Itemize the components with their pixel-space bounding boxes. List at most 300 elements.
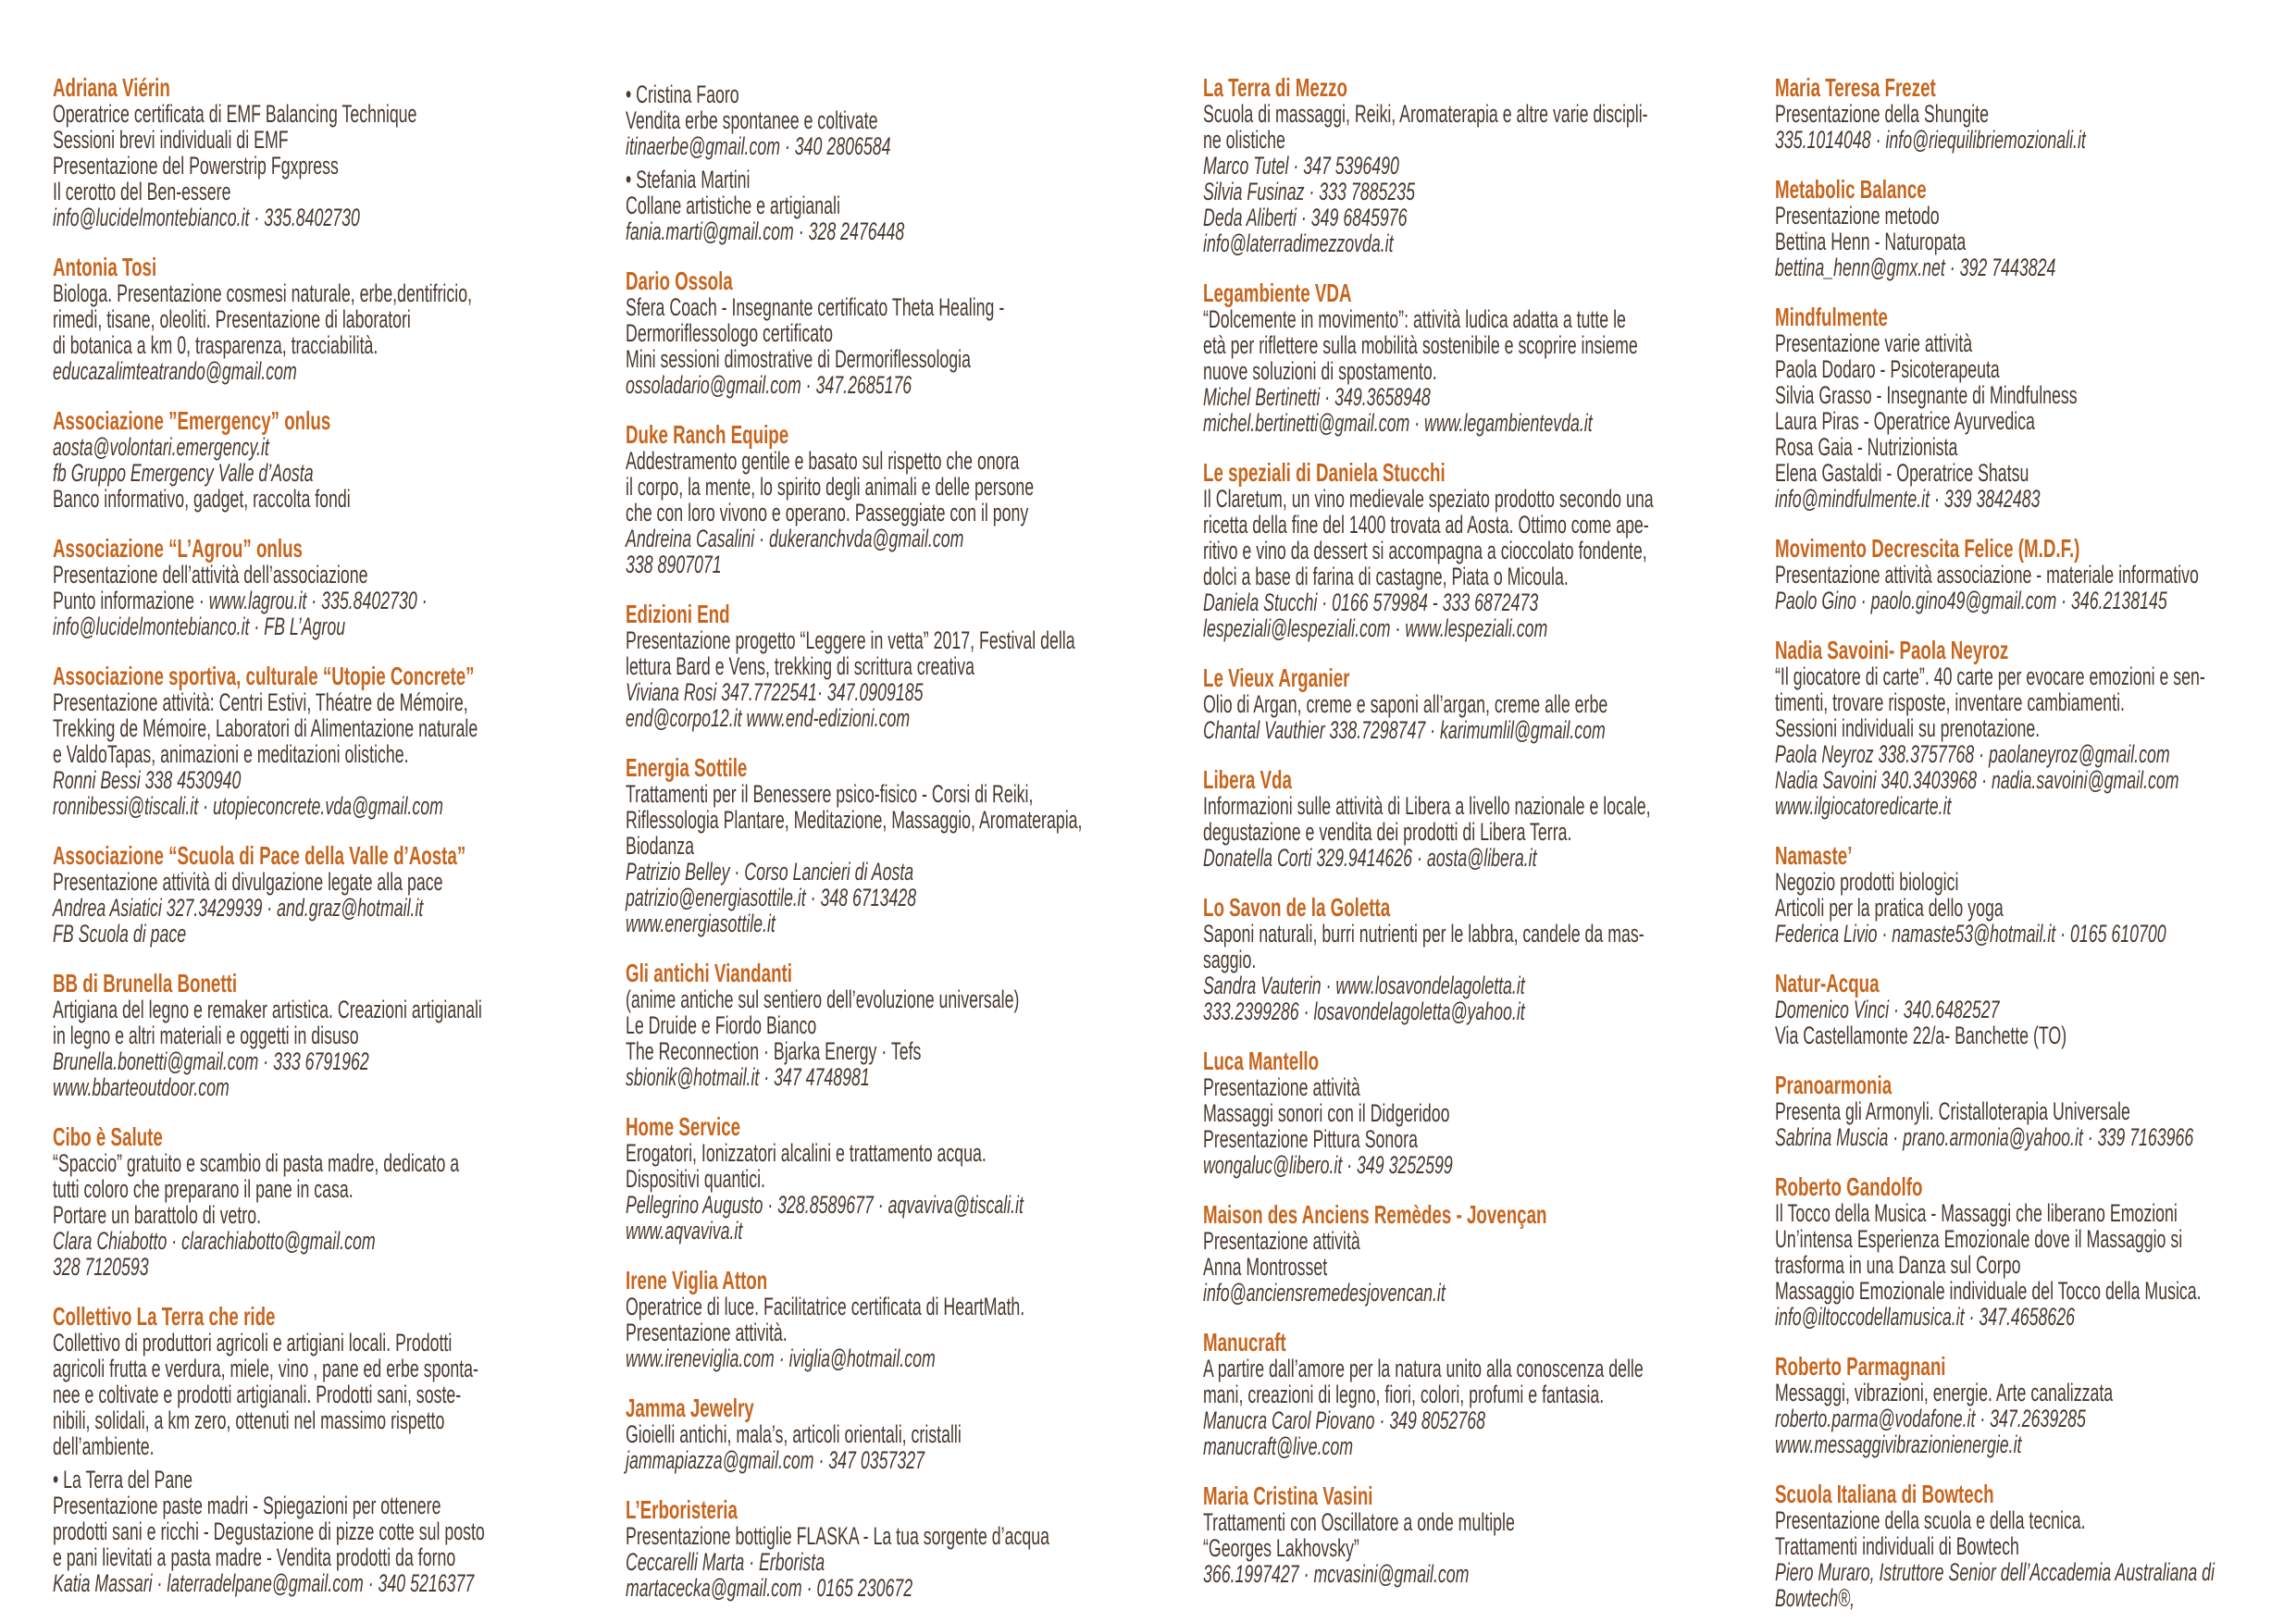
contact-text: Marco Tutel · 347 5396490 [1203,152,1399,180]
directory-entry [1203,459,1727,641]
entry-title: Dario Ossola [626,266,733,295]
description-text: rimedi, tisane, oleoliti. Presentazione di laboratori [53,305,411,333]
entry-title: Metabolic Balance [1775,175,1927,204]
entry-line [53,434,577,460]
entry-line [1775,895,2296,921]
description-text: Anna Montrosset [1203,1253,1328,1281]
entry-line [53,1022,577,1048]
contact-text: Bowtech®, [1775,1584,1855,1612]
entry-line [626,1421,1149,1447]
entry-line [1775,486,2296,512]
description-text: mani, creazioni di legno, fiori, colori, profumi e fantasia. [1203,1381,1605,1408]
entry-line [1203,512,1727,538]
description-text: nibili, solidali, a km zero, ottenuti nel massimo rispetto [53,1406,445,1434]
description-text: Presentazione attività associazione - materiale informativo [1775,561,2199,588]
contact-text: www.bbarteoutdoor.com [53,1073,230,1101]
description-text: Biodanza [626,832,695,860]
description-text: A partire dall’amore per la natura unito alla conoscenza delle [1203,1355,1644,1382]
entry-line [1203,1407,1727,1433]
entry-line [626,133,1149,159]
entry-title: Home Service [626,1112,741,1141]
entry-line [626,294,1149,320]
description-text: Massaggio Emozionale individuale del Tocco della Musica. [1775,1277,2202,1305]
description-text: Collane artistiche e artigianali [626,192,840,219]
entry-line [1203,179,1727,204]
description-text: dolci a base di farina di castagne, Piata o Micoula. [1203,563,1569,590]
contact-text: 366.1997427 · mcvasini@gmail.com [1203,1560,1470,1588]
description-text: Negozio prodotti biologici [1775,868,1959,896]
entry-line [53,280,577,306]
description-text: Olio di Argan, creme e saponi all’argan, creme alle erbe [1203,690,1608,718]
entry-line [626,346,1149,372]
entry-line [53,1493,577,1518]
description-text: in legno e altri materiali e oggetti in disuso [53,1022,359,1049]
entry-line [626,551,1149,577]
directory-entry [1775,1481,2296,1611]
description-text: Collettivo di produttori agricoli e artigiani locali. Prodotti [53,1329,453,1357]
entry-line [626,1012,1149,1038]
entry-line [1203,410,1727,436]
description-text: Articoli per la pratica dello yoga [1775,894,2004,922]
description-text: trasforma in una Danza sul Corpo [1775,1251,2021,1279]
entry-line [626,627,1149,653]
contact-text: 338 8907071 [626,551,722,578]
entry-line [626,107,1149,133]
entry-line [53,1074,577,1100]
directory-entry [1775,176,2296,280]
entry-line [1775,767,2296,793]
directory-entry [53,663,577,819]
contact-text: info@mindfulmente.it · 339 3842483 [1775,485,2041,513]
contact-text: www.aqvaviva.it [626,1217,743,1245]
entry-title: Manucraft [1203,1328,1286,1357]
description-text: tutti coloro che preparano il pane in casa. [53,1175,354,1203]
entry-line [626,911,1149,936]
description-text: “Dolcemente in movimento”: attività ludica adatta a tutte le [1203,305,1626,333]
description-text: The Reconnection · Bjarka Energy · Tefs [626,1037,922,1065]
contact-text: manucraft@live.com [1203,1432,1354,1460]
description-text: Il Tocco della Musica - Massaggi che liberano Emozioni [1775,1199,2178,1227]
entry-line [626,859,1149,885]
entry-title: BB di Brunella Bonetti [53,969,238,997]
contact-text: Manucra Carol Piovano · 349 8052768 [1203,1406,1485,1434]
entry-line [53,306,577,332]
directory-entry [53,254,577,384]
contact-text: Piero Muraro, Istruttore Senior dell’Accademia Australiana di [1775,1558,2215,1586]
entry-line [1775,330,2296,356]
entry-line [626,526,1149,551]
sub-item-name: • La Terra del Pane [53,1466,192,1493]
entry-line [1203,819,1727,845]
contact-text: educazalimteatrando@gmail.com [53,357,297,385]
entry-line [626,1319,1149,1345]
entry-line [53,1570,577,1596]
sub-item-name: • Stefania Martini [626,166,751,193]
description-text: ne olistiche [1203,126,1285,154]
entry-line [1775,869,2296,895]
description-text: Presentazione attività [1203,1073,1360,1101]
entry-line [1203,1509,1727,1535]
contact-text: patrizio@energiasottile.it · 348 6713428 [626,884,917,911]
entry-line [1775,1098,2296,1124]
description-text: il corpo, la mente, lo spirito degli animali e delle persone [626,473,1035,501]
description-text: ricetta della fine del 1400 trovata ad Aosta. Ottimo come ape- [1203,511,1649,539]
directory-entry [626,601,1149,731]
directory-entry [53,535,577,639]
entry-line [1775,689,2296,715]
description-text: Biologa. Presentazione cosmesi naturale, erbe,dentifricio, [53,279,473,307]
entry-line [1203,921,1727,947]
description-text: Presentazione del Powerstrip Fgxpress [53,152,339,180]
directory-column [626,74,1149,1623]
contact-text: ronnibessi@tiscali.it · utopieconcrete.vda@gmail.com [53,792,443,820]
entry-line [1203,1152,1727,1178]
directory-entry [1203,766,1727,871]
description-text: Operatrice certificata di EMF Balancing Technique [53,100,417,128]
entry-line [53,332,577,358]
entry-line [53,179,577,204]
entry-line [1775,921,2296,947]
contact-text: Ronni Bessi 338 4530940 [53,766,242,794]
entry-title: Movimento Decrescita Felice (M.D.F.) [1775,534,2080,563]
contact-text: fb Gruppo Emergency Valle d’Aosta [53,459,314,487]
description-text: Paola Dodaro - Psicoterapeuta [1775,355,2000,383]
entry-line [626,372,1149,398]
entry-line [53,1518,577,1544]
entry-line [53,1381,577,1407]
description-text: Presentazione della scuola e della tecnica. [1775,1506,2086,1534]
entry-line [626,986,1149,1012]
entry-title: La Terra di Mezzo [1203,73,1348,102]
description-text: Presentazione dell’attività dell’associazione [53,561,368,588]
entry-title: L’Erboristeria [626,1495,738,1524]
directory-entry [1203,1201,1727,1306]
entry-line [53,1544,577,1570]
entry-line [53,204,577,230]
entry-line [1775,101,2296,127]
entry-line [1775,203,2296,229]
entry-line [626,705,1149,731]
entry-line [626,1447,1149,1473]
description-text: Elena Gastaldi - Operatrice Shatsu [1775,459,2029,487]
entry-line [53,562,577,588]
entry-title: Maria Teresa Frezet [1775,73,1936,102]
description-text: Rosa Gaia - Nutrizionista [1775,433,1958,461]
description-text: Presentazione attività [1203,1227,1360,1255]
entry-line [626,192,1149,218]
entry-line [53,153,577,179]
sub-item-line [626,81,1149,107]
contact-text: Paolo Gino · paolo.gino49@gmail.com · 346.2138145 [1775,587,2167,614]
entry-line [53,613,577,639]
directory-entry [1775,842,2296,947]
entry-line [1203,717,1727,743]
entry-line [626,1218,1149,1244]
entry-line [626,1064,1149,1090]
entry-line [53,486,577,512]
description-text: agricoli frutta e verdura, miele, vino , pane ed erbe sponta- [53,1355,478,1382]
description-text: Laura Piras - Operatrice Ayurvedica [1775,407,2035,435]
description-text: ritivo e vino da dessert si accompagna a cioccolato fondente, [1203,537,1647,564]
entry-line [53,793,577,819]
entry-line [53,1407,577,1433]
entry-line [1203,793,1727,819]
description-text: Operatrice di luce. Facilitatrice certificata di HeartMath. [626,1293,1025,1320]
entry-line [1203,1074,1727,1100]
entry-line [1775,1304,2296,1330]
description-text: Presentazione della Shungite [1775,100,1989,128]
entry-line [53,1433,577,1459]
entry-line [626,781,1149,807]
entry-line [53,1176,577,1202]
description-text: Massaggi sonori con il Didgeridoo [1203,1099,1450,1127]
description-text: degustazione e vendita dei prodotti di Libera Terra. [1203,818,1572,846]
entry-title: Legambiente VDA [1203,279,1352,307]
contact-text: ossoladario@gmail.com · 347.2685176 [626,371,912,399]
entry-line [626,885,1149,911]
contact-text: www.energiasottile.it [626,910,776,937]
contact-text: Paola Neyroz 338.3757768 · paolaneyroz@gmail.com [1775,740,2170,768]
entry-line [1203,1254,1727,1280]
entry-title: Associazione “L’Agrou” onlus [53,534,303,563]
sub-item-name: • Cristina Faoro [626,81,739,108]
directory-entry [1775,1173,2296,1330]
entry-title: Maria Cristina Vasini [1203,1481,1373,1510]
entry-line [1775,1200,2296,1226]
description-text: Mini sessioni dimostrative di Dermoriflessologia [626,345,971,373]
entry-title: Mindfulmente [1775,303,1888,331]
entry-line [1775,254,2296,280]
directory-entry [1203,1047,1727,1178]
entry-line [1203,1535,1727,1561]
directory-entry [1203,1482,1727,1587]
contact-text: end@corpo12.it www.end-edizioni.com [626,704,911,732]
description-text: Portare un barattolo di vetro. [53,1201,262,1229]
directory-entry [1775,970,2296,1048]
directory-entry [53,842,577,947]
entry-line [1203,564,1727,589]
entry-line [1775,1124,2296,1150]
description-text: Punto informazione · [53,587,209,614]
entry-line [1775,1559,2296,1585]
description-text: Informazioni sulle attività di Libera a livello nazionale e locale, [1203,792,1651,820]
description-text: Via Castellamonte 22/a- Banchette (TO) [1775,1022,2067,1049]
directory-column [1775,74,2296,1623]
entry-line [1203,306,1727,332]
description-text: Artigiana del legno e remaker artistica. Creazioni artigianali [53,996,482,1023]
contact-text: 333.2399286 · losavondelagoletta@yahoo.it [1203,997,1525,1025]
directory-entry [1775,535,2296,613]
contact-text: Nadia Savoini 340.3403968 · nadia.savoini@gmail.com [1775,766,2179,794]
description-text: Sfera Coach - Insegnante certificato Theta Healing - [626,293,1005,321]
description-text: saggio. [1203,946,1257,973]
contact-text: Donatella Corti 329.9414626 · aosta@libera.it [1203,844,1537,872]
entry-line [1203,153,1727,179]
contact-text: Federica Livio · namaste53@hotmail.it · 0165 610700 [1775,920,2166,948]
description-text: Presenta gli Armonyli. Cristalloterapia Universale [1775,1097,2130,1125]
entry-line [626,653,1149,679]
description-text: Banco informativo, gadget, raccolta fondi [53,485,351,513]
directory-entry [53,74,577,230]
entry-line [53,1330,577,1356]
contact-text: info@anciensremedesjovencan.it [1203,1279,1446,1307]
description-text: dell’ambiente. [53,1432,155,1460]
entry-title: Scuola Italiana di Bowtech [1775,1480,1994,1508]
entry-line [53,358,577,384]
entry-line [626,833,1149,859]
entry-line [53,1048,577,1074]
entry-title: Edizioni End [626,600,730,628]
description-text: Trekking de Mémoire, Laboratori di Alimentazione naturale [53,714,478,742]
contact-text: 328 7120593 [53,1253,149,1281]
contact-text: www.ilgiocatoredicarte.it [1775,792,1952,820]
contact-text: aosta@volontari.emergency.it [53,433,269,461]
description-text: “Georges Lakhovsky” [1203,1534,1359,1562]
description-text: Dispositivi quantici. [626,1165,765,1193]
contact-text: jammapiazza@gmail.com · 347 0357327 [626,1446,925,1474]
entry-line [1203,1433,1727,1459]
directory-entry [626,81,1149,244]
contact-text: www.messaggivibrazionienergie.it [1775,1431,2022,1458]
directory-entry [626,1496,1149,1601]
description-text: e ValdoTapas, animazioni e meditazioni olistiche. [53,740,409,768]
directory-entry [1203,894,1727,1024]
entry-line [1203,947,1727,973]
contact-text: sbionik@hotmail.it · 347 4748981 [626,1063,870,1091]
entry-line [1775,1278,2296,1304]
entry-title: Lo Savon de la Goletta [1203,893,1391,922]
entry-line [1203,1100,1727,1126]
directory-entry [626,267,1149,398]
entry-line [1203,615,1727,641]
entry-title: Le Vieux Arganier [1203,663,1350,692]
entry-line [1775,793,2296,819]
entry-line [1775,229,2296,254]
entry-line [1775,1533,2296,1559]
description-text: Trattamenti individuali di Bowtech [1775,1532,2019,1560]
entry-line [1203,1356,1727,1381]
directory-entry [53,407,577,512]
directory-entry [1775,74,2296,153]
contact-text: Deda Aliberti · 349 6845976 [1203,204,1408,231]
entry-line [1775,663,2296,689]
entry-line [53,1202,577,1228]
entry-line [1775,1507,2296,1533]
entry-line [1775,408,2296,434]
entry-line [1775,588,2296,613]
entry-line [626,320,1149,346]
entry-line [1203,1381,1727,1407]
description-text: Presentazione attività di divulgazione legate alla pace [53,868,443,896]
directory-entry [1203,1329,1727,1459]
contact-text: 335.1014048 · info@riequilibriemozionali.it [1775,126,2086,154]
entry-line [1775,1380,2296,1406]
contact-text: michel.bertinetti@gmail.com · www.legambientevda.it [1203,409,1593,437]
entry-line [53,895,577,921]
entry-line [1203,358,1727,384]
description-text: Le Druide e Fiordo Bianco [626,1011,817,1039]
entry-line [626,1140,1149,1166]
entry-line [1775,434,2296,460]
entry-line [1203,998,1727,1024]
description-text: Presentazione progetto “Leggere in vetta” 2017, Festival della [626,626,1075,654]
entry-line [53,127,577,153]
entry-line [53,921,577,947]
directory-entry [1203,74,1727,256]
entry-line [53,460,577,486]
entry-line [626,500,1149,526]
entry-line [626,1192,1149,1218]
contact-text: Sabrina Muscia · prano.armonia@yahoo.it · 339 7163966 [1775,1123,2194,1151]
entry-title: Duke Ranch Equipe [626,420,789,449]
contact-text: Clara Chiabotto · clarachiabotto@gmail.com [53,1227,376,1255]
directory-entry [1775,1353,2296,1457]
entry-line [53,715,577,741]
entry-title: Cibo è Salute [53,1122,163,1151]
entry-line [53,741,577,767]
entry-title: Pranoarmonia [1775,1071,1893,1099]
entry-line [1775,1252,2296,1278]
entry-line [626,218,1149,244]
description-text: (anime antiche sul sentiero dell’evoluzione universale) [626,985,1020,1013]
contact-text: fania.marti@gmail.com · 328 2476448 [626,217,905,245]
description-text: nee e coltivate e prodotti artigianali. Prodotti sani, soste- [53,1381,462,1408]
contact-text: info@laterradimezzovda.it [1203,229,1394,257]
description-text: Sessioni individuali su prenotazione. [1775,714,2041,742]
entry-title: Roberto Parmagnani [1775,1352,1946,1381]
contact-text: www.lagrou.it · 335.8402730 · [208,587,428,614]
contact-text: Pellegrino Augusto · 328.8589677 · aqvaviva@tiscali.it [626,1191,1024,1219]
entry-line [1203,538,1727,564]
entry-line [626,807,1149,833]
entry-title: Gli antichi Viandanti [626,959,792,987]
contact-text: Andrea Asiatici 327.3429939 · and.graz@hotmail.it [53,894,424,922]
description-text: Saponi naturali, burri nutrienti per le labbra, candele da mas- [1203,920,1644,948]
description-text: che con loro vivono e operano. Passeggiate con il pony [626,499,1029,527]
contact-text: Katia Massari · laterradelpane@gmail.com · 340 5216377 [53,1569,475,1597]
description-text: Presentazione attività: Centri Estivi, Théatre de Mémoire, [53,688,468,716]
contact-text: Silvia Fusinaz · 333 7885235 [1203,178,1415,205]
description-text: Riflessologia Plantare, Meditazione, Massaggio, Aromaterapia, [626,806,1083,834]
contact-text: lespeziali@lespeziali.com · www.lespeziali.com [1203,614,1548,642]
entry-line [626,1294,1149,1319]
entry-line [1203,1228,1727,1254]
entry-line [1775,382,2296,408]
entry-line [1203,332,1727,358]
contact-text: FB Scuola di pace [53,920,187,948]
description-text: Silvia Grasso - Insegnante di Mindfulness [1775,381,2078,409]
entry-title: Namaste’ [1775,841,1853,870]
description-text: Messaggi, vibrazioni, energie. Arte canalizzata [1775,1379,2114,1406]
entry-title: Energia Sottile [626,753,748,782]
directory-entry [626,960,1149,1090]
entry-title: Jamma Jewelry [626,1394,754,1422]
entry-line [1775,715,2296,741]
description-text: Sessioni brevi individuali di EMF [53,126,289,154]
description-text: Addestramento gentile e basato sul rispetto che onora [626,447,1020,475]
description-text: Il Claretum, un vino medievale speziato prodotto secondo una [1203,485,1654,513]
description-text: Trattamenti con Oscillatore a onde multiple [1203,1508,1515,1536]
entry-title: Associazione “Scuola di Pace della Valle d’Aosta” [53,841,466,870]
entry-line [626,1523,1149,1549]
entry-line [626,1038,1149,1064]
entry-line [1203,101,1727,127]
entry-line [53,997,577,1022]
contact-text: Patrizio Belley · Corso Lancieri di Aosta [626,858,914,886]
contact-text: info@lucidelmontebianco.it · FB L’Agrou [53,613,346,640]
contact-text: wongaluc@libero.it · 349 3252599 [1203,1151,1453,1179]
description-text: Presentazione metodo [1775,202,1940,229]
